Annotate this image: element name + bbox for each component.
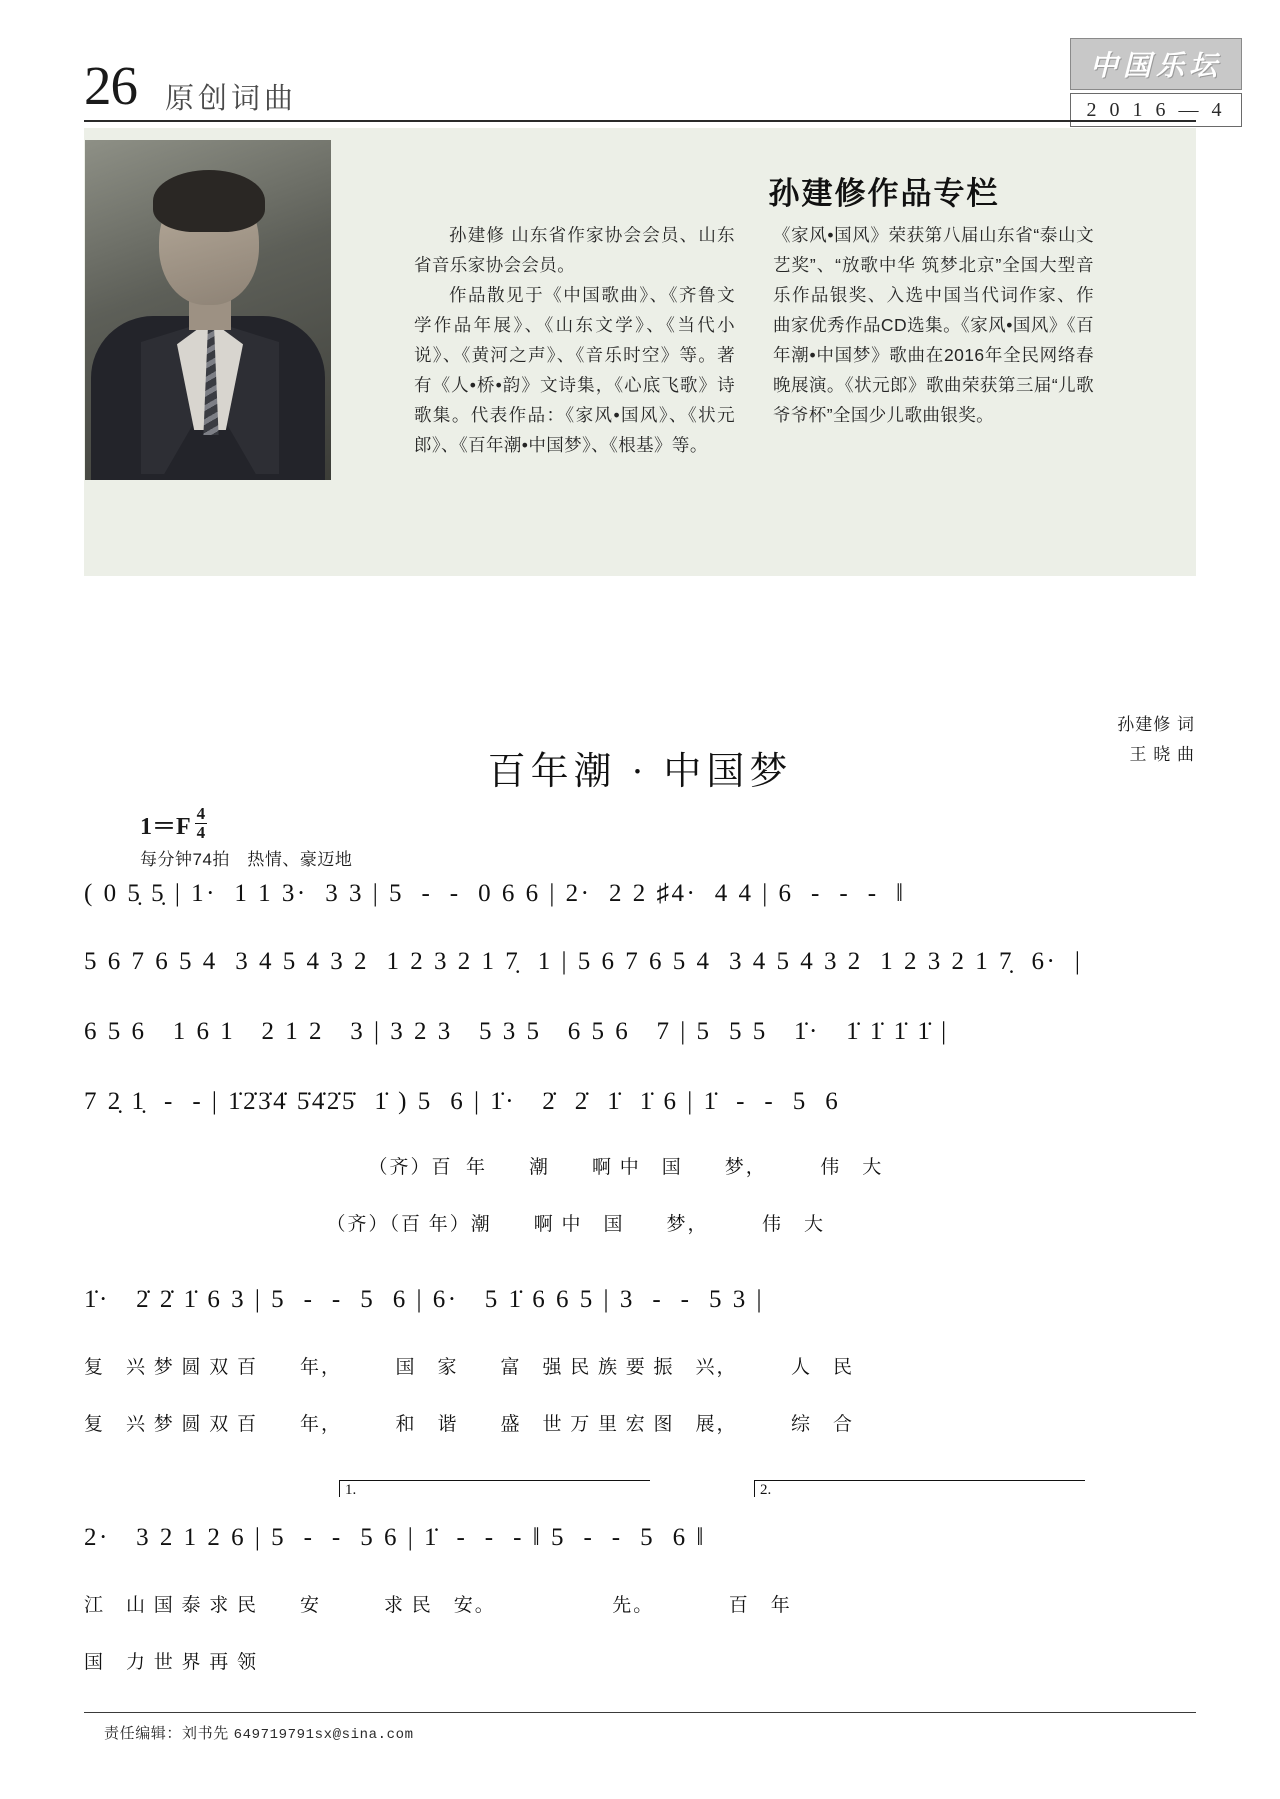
author-portrait (85, 140, 331, 480)
volta-2-bracket (754, 1480, 1085, 1497)
score-notes-row (84, 1524, 1196, 1552)
lyric-line: （齐）百 年 潮 啊 中 国 梦， 伟 大 (84, 1157, 884, 1178)
time-signature (195, 805, 208, 842)
notation-line: 2· 3 2 1 2 6 | 5 - - 5 6 | 1̇ - - - ‖ 5 - - 5 6 ‖ (84, 1524, 706, 1551)
key-signature (140, 805, 207, 842)
header-divider (84, 120, 1196, 122)
section-title: 原创词曲 (165, 83, 298, 115)
score-lyric-row (84, 1152, 1196, 1179)
masthead (1070, 38, 1242, 127)
tempo-marking: 每分钟74拍 热情、豪迈地 (140, 850, 353, 869)
score-lyric-row (84, 1409, 1196, 1436)
footer-divider (84, 1712, 1196, 1713)
author-bio-panel (84, 128, 1196, 576)
issue-number: 2 0 1 6 — 4 (1070, 93, 1242, 127)
page-header (0, 0, 1280, 120)
score-notes-row (84, 1286, 1196, 1314)
lyricist-credit: 孙建修 词 (1117, 715, 1195, 734)
page-number: 26 (84, 55, 137, 116)
score-notes-row (84, 1088, 1196, 1116)
bio-columns (414, 220, 1094, 460)
score-notes-row (84, 1018, 1196, 1046)
time-signature-denominator: 4 (196, 822, 206, 842)
magazine-logo: 中国乐坛 (1070, 38, 1242, 90)
lyric-line: 复 兴 梦 圆 双 百 年， 和 谐 盛 世 万 里 宏 图 展， 综 合 (84, 1414, 855, 1435)
volta-2-label: 2. (760, 1482, 772, 1498)
score-notes-row (84, 880, 1196, 908)
notation-line: 6 5 6 1 6 1 2 1 2 3 | 3 2 3 5 3 5 6 5 6 7 | 5 5 5 1̇· 1̇ 1̇ 1̇ 1̇ | (84, 1018, 949, 1045)
editor-email[interactable]: 649719791sx@sina.com (233, 1727, 414, 1743)
lyric-line: （齐）（百 年）潮 啊 中 国 梦， 伟 大 (84, 1214, 826, 1235)
notation-line: 1̇· 2̇ 2̇ 1̇ 6 3 | 5 - - 5 6 | 6· 5 1̇ 6 6 5 | 3 - - 5 3 | (84, 1286, 764, 1313)
bio-title: 孙建修作品专栏 (768, 176, 1000, 211)
portrait-hair (153, 170, 265, 232)
score-lyric-row (84, 1590, 1196, 1617)
notation-line: 5 6 7 6 5 4 3 4 5 4 3 2 1 2 3 2 1 7̣ 1 | 5 6 7 6 5 4 3 4 5 4 3 2 1 2 3 2 1 7̣ 6· | (84, 948, 1083, 975)
notation-line: ( 0 5̣ 5̣ | 1· 1 1 3· 3 3 | 5 - - 0 6 6 | 2· 2 2 ♯4· 4 4 | 6 - - - ‖ (84, 880, 906, 907)
song-title: 百年潮 · 中国梦 (487, 751, 793, 793)
music-score (0, 880, 1280, 1680)
bio-paragraph: 《家风•国风》荣获第八届山东省“泰山文艺奖”、“放歌中华 筑梦北京”全国大型音乐作品银奖、入选中国当代词作家、作曲家优秀作品CD选集。《家风•国风》《百年潮•中国梦》歌曲在2016年全民网络春晚展演。《状元郎》歌曲荣获第三届“儿歌爷爷杯”全国少儿歌曲银奖。 (773, 225, 1094, 425)
composer-credit: 王 晓 曲 (1129, 745, 1195, 764)
time-signature-numerator: 4 (196, 804, 206, 823)
bio-paragraph: 作品散见于《中国歌曲》、《齐鲁文学作品年展》、《山东文学》、《当代小说》、《黄河之声》、《音乐时空》等。著有《人•桥•韵》文诗集，《心底飞歌》诗歌集。代表作品：《家风•国风》、《状元郎》、《百年潮•中国梦》、《根基》等。 (414, 285, 735, 455)
bio-column-left (414, 220, 735, 460)
song-credits (1117, 710, 1195, 770)
bio-paragraph: 孙建修 山东省作家协会会员、山东省音乐家协会会员。 (414, 225, 735, 275)
volta-brackets (84, 1480, 1196, 1498)
key-label: 1＝F (140, 813, 191, 840)
lyric-line: 江 山 国 泰 求 民 安 求 民 安。 先。 百 年 (84, 1595, 792, 1616)
score-notes-row (84, 948, 1196, 976)
volta-1-bracket (339, 1480, 650, 1497)
lyric-line: 国 力 世 界 再 领 (84, 1652, 259, 1673)
score-lyric-row (84, 1647, 1196, 1674)
score-lyric-row (84, 1209, 1196, 1236)
score-lyric-row (84, 1352, 1196, 1379)
bio-column-right (773, 220, 1094, 460)
notation-line: 7 2̣ 1̣ - - | 1̇2̇3̇4̇ 5̇4̇2̇5̇ 1̇ ) 5 6 | 1̇· 2̇ 2̇ 1̇ 1̇ 6 | 1̇ - - 5 6 (84, 1088, 841, 1115)
lyric-line: 复 兴 梦 圆 双 百 年， 国 家 富 强 民 族 要 振 兴， 人 民 (84, 1357, 855, 1378)
editor-label: 责任编辑：刘书先 (104, 1725, 229, 1742)
volta-1-label: 1. (345, 1482, 357, 1498)
footer (104, 1722, 414, 1743)
